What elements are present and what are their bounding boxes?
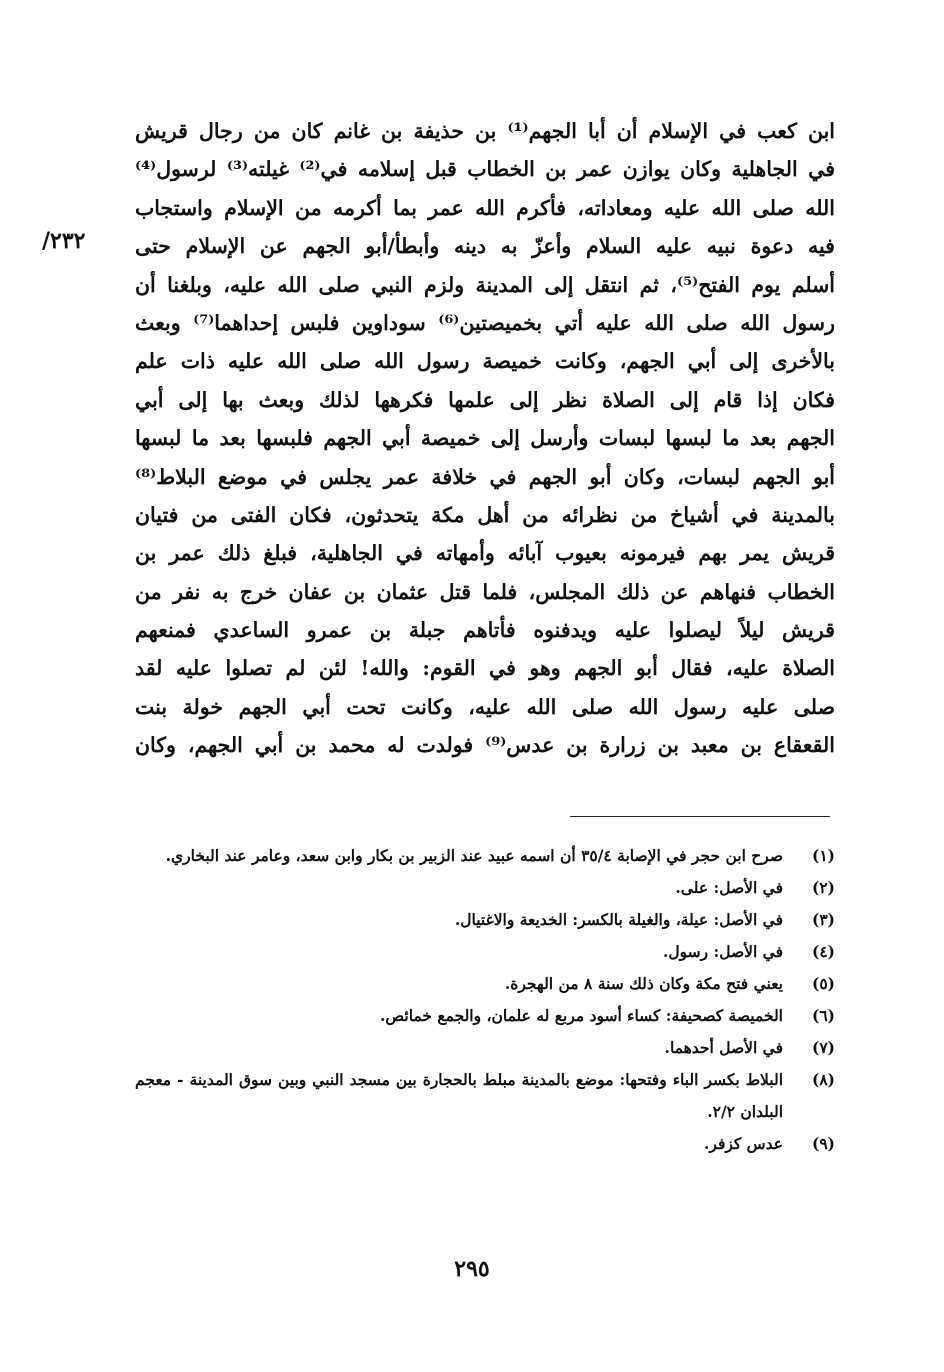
text-line: الخطاب فنهاهم عن ذلك المجلس، فلما قتل عثمان بن عفان خرج به نفر من xyxy=(135,579,835,604)
text-line: بالمدينة في أشياخ من نظرائه من أهل مكة يتحدثون، فكان الفتى من فتيان xyxy=(135,502,835,527)
footnote-number: (٨) xyxy=(811,1070,835,1089)
footnote-number: (٩) xyxy=(811,1134,835,1153)
text-line: الجهم بعد ما لبسها لبسات وأرسل إلى خميصة أبي الجهم فلبسها بعد ما لبسها xyxy=(135,426,835,451)
text-line: الله صلى الله عليه ومعاداته، فأكرم الله عمر بما أكرمه من الإسلام واستجاب xyxy=(135,195,835,220)
text-line: ابن كعب في الإسلام أن أبا الجهم⁽¹⁾ بن حذيفة بن غانم كان من رجال قريش xyxy=(135,119,835,143)
text-line: القعقاع بن معبد بن زرارة بن عدس⁽⁹⁾ فولدت له محمد بن أبي الجهم، وكان xyxy=(135,733,835,758)
text-line: أسلم يوم الفتح⁽⁵⁾، ثم انتقل إلى المدينة ولزم النبي صلى الله عليه، وبلغنا أن xyxy=(135,272,835,297)
text-line: أبو الجهم لبسات، وكان أبو الجهم في خلافة عمر يجلس في موضع البلاط⁽⁸⁾ xyxy=(135,464,835,489)
footnote-text: الخميصة كصحيفة: كساء أسود مربع له علمان، والجمع خمائص. xyxy=(380,1006,783,1025)
footnote-text: عدس كزفر. xyxy=(704,1134,783,1153)
footnote-number: (٣) xyxy=(811,910,835,929)
footnote-text: يعني فتح مكة وكان ذلك سنة ٨ من الهجرة. xyxy=(504,974,783,993)
footnote xyxy=(135,872,835,904)
text-line: في الجاهلية وكان يوازن عمر بن الخطاب قبل إسلامه في⁽²⁾ غيلته⁽³⁾ لرسول⁽⁴⁾ xyxy=(135,157,835,182)
text-line: قريش ليلاً ليصلوا عليه ويدفنوه فأتاهم جبلة بن عمرو الساعدي فمنعهم xyxy=(135,618,835,643)
text-line: قريش يمر بهم فيرمونه بعيوب آبائه وأمهاته في الجاهلية، فبلغ ذلك عمر بن xyxy=(135,541,835,566)
footnote-separator xyxy=(570,816,830,817)
footnote-text: البلاط بكسر الباء وفتحها: موضع بالمدينة مبلط بالحجارة بين مسجد النبي وبين سوق المدينة - معجم البلدان ٢/٢. xyxy=(135,1070,783,1121)
footnote-text: في الأصل: على. xyxy=(675,878,783,897)
text-line: رسول الله صلى الله عليه أتي بخميصتين⁽⁶⁾ سوداوين فلبس إحداهما⁽⁷⁾ وبعث xyxy=(135,310,835,335)
footnote xyxy=(135,1000,835,1032)
text-line: الصلاة عليه، فقال أبو الجهم وهو في القوم: والله! لئن لم تصلوا عليه لقد xyxy=(135,656,835,681)
footnote xyxy=(135,904,835,936)
text-line: صلى عليه رسول الله صلى الله عليه، وكانت تحت أبي الجهم خولة بنت xyxy=(135,694,835,719)
footnotes xyxy=(135,840,835,1160)
footnote-text: في الأصل: عيلة، والغيلة بالكسر: الخديعة والاغتيال. xyxy=(454,910,783,929)
page-number: ٢٩٥ xyxy=(454,1256,490,1282)
footnote xyxy=(135,1064,835,1128)
footnote-number: (٦) xyxy=(811,1006,835,1025)
text-line: بالأخرى إلى أبي الجهم، وكانت خميصة رسول الله صلى الله عليه ذات علم xyxy=(135,349,835,374)
text-line: فكان إذا قام إلى الصلاة نظر إلى علمها فكرهها لذلك وبعث بها إلى أبي xyxy=(135,387,835,412)
footnote xyxy=(135,936,835,968)
footnote-number: (٤) xyxy=(811,942,835,961)
footnote-number: (٥) xyxy=(811,974,835,993)
main-text xyxy=(135,112,835,765)
footnote xyxy=(135,968,835,1000)
footnote-text: في الأصل أحدهما. xyxy=(664,1038,783,1057)
footnote-number: (٢) xyxy=(811,878,835,897)
text-line: فيه دعوة نبيه عليه السلام وأعزّ به دينه وأبطأ/أبو الجهم عن الإسلام حتى xyxy=(135,234,835,259)
footnote-number: (٧) xyxy=(811,1038,835,1057)
footnote-text: في الأصل: رسول. xyxy=(662,942,783,961)
original-page-reference: ٢٣٢/ xyxy=(42,228,86,254)
footnote-number: (١) xyxy=(811,846,835,865)
footnote-text: صرح ابن حجر في الإصابة ٣٥/٤ أن اسمه عبيد عند الزبير بن بكار وابن سعد، وعامر عند البخاري. xyxy=(165,846,783,865)
footnote xyxy=(135,1128,835,1160)
footnote xyxy=(135,1032,835,1064)
footnote xyxy=(135,840,835,872)
